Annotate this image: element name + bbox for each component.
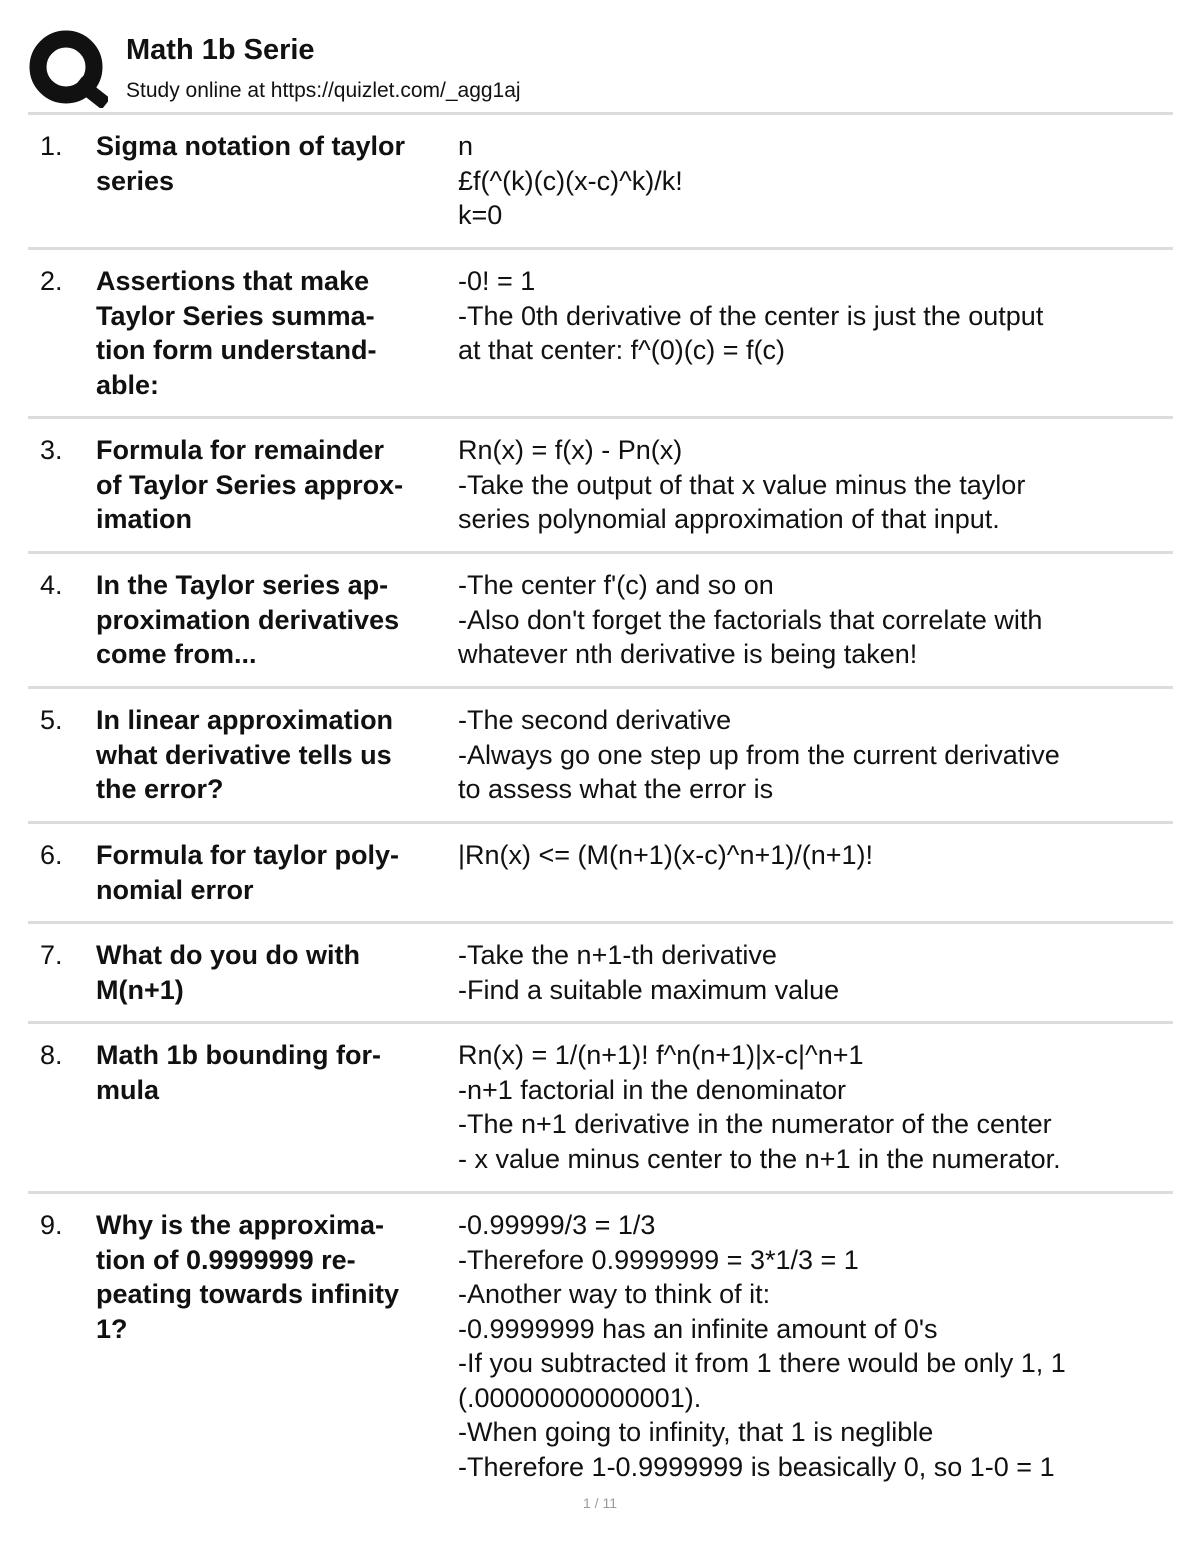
card-term: Math 1b bounding for- mula bbox=[96, 1040, 381, 1105]
flashcard-row bbox=[28, 247, 1173, 416]
card-number: 6. bbox=[40, 840, 63, 870]
page-header bbox=[28, 30, 1178, 110]
flashcard-row bbox=[28, 921, 1173, 1021]
card-term: Formula for taylor poly- nomial error bbox=[96, 840, 400, 905]
card-number: 4. bbox=[40, 570, 63, 600]
flashcard-row bbox=[28, 416, 1173, 551]
card-number: 3. bbox=[40, 435, 63, 465]
card-number: 2. bbox=[40, 266, 63, 296]
flashcard-row bbox=[28, 686, 1173, 821]
card-number: 7. bbox=[40, 940, 63, 970]
card-definition: -Take the n+1-th derivative -Find a suitable maximum value bbox=[458, 940, 840, 1005]
card-term: In the Taylor series ap- proximation derivatives come from... bbox=[96, 570, 400, 669]
card-term: Formula for remainder of Taylor Series approx- imation bbox=[96, 435, 404, 534]
card-definition: Rn(x) = f(x) - Pn(x) -Take the output of that x value minus the taylor series polynomial approximation of that input. bbox=[458, 435, 1026, 534]
card-number: 9. bbox=[40, 1210, 63, 1240]
card-term: Sigma notation of taylor series bbox=[96, 131, 406, 196]
set-title: Math 1b Serie bbox=[126, 34, 315, 66]
card-number: 1. bbox=[40, 131, 63, 161]
flashcard-row bbox=[28, 1021, 1173, 1191]
page-number: 1 / 11 bbox=[583, 1495, 617, 1511]
card-number: 8. bbox=[40, 1040, 63, 1070]
card-number: 5. bbox=[40, 705, 63, 735]
card-term: Assertions that make Taylor Series summa- tion form understand- able: bbox=[96, 266, 377, 400]
card-definition: -The second derivative -Always go one step up from the current derivative to assess what the error is bbox=[458, 705, 1060, 804]
card-definition: -0! = 1 -The 0th derivative of the center is just the output at that center: f^(0)(c) = f(c) bbox=[458, 266, 1044, 365]
flashcard-row bbox=[28, 112, 1173, 247]
card-definition: Rn(x) = 1/(n+1)! f^n(n+1)|x-c|^n+1 -n+1 factorial in the denominator -The n+1 derivative in the numerator of the center - x value minus center to the n+1 in the numerator. bbox=[458, 1040, 1061, 1174]
flashcard-row bbox=[28, 821, 1173, 921]
card-definition: n £f(^(k)(c)(x-c)^k)/k! k=0 bbox=[458, 131, 683, 230]
card-term: What do you do with M(n+1) bbox=[96, 940, 360, 1005]
card-definition: -0.99999/3 = 1/3 -Therefore 0.9999999 = 3*1/3 = 1 -Another way to think of it: -0.9999999 has an infinite amount of 0's -If you subtracted it from 1 there would be only 1, 1 (.00000000000001). -When going to infinity, that 1 is neglible -Therefore 1-0.9999999 is beasically 0, so 1-0 = 1 bbox=[458, 1210, 1066, 1482]
flashcard-list bbox=[28, 112, 1173, 1491]
flashcard-row bbox=[28, 1191, 1173, 1491]
card-term: In linear approximation what derivative tells us the error? bbox=[96, 705, 394, 804]
card-definition: |Rn(x) <= (M(n+1)(x-c)^n+1)/(n+1)! bbox=[458, 840, 874, 870]
quizlet-q-logo-icon bbox=[28, 30, 108, 108]
card-term: Why is the approxima- tion of 0.9999999 re- peating towards infinity 1? bbox=[96, 1210, 400, 1344]
card-definition: -The center f'(c) and so on -Also don't forget the factorials that correlate with whatever nth derivative is being taken! bbox=[458, 570, 1043, 669]
study-online-link[interactable]: Study online at https://quizlet.com/_agg1aj bbox=[126, 79, 521, 102]
flashcard-row bbox=[28, 551, 1173, 686]
